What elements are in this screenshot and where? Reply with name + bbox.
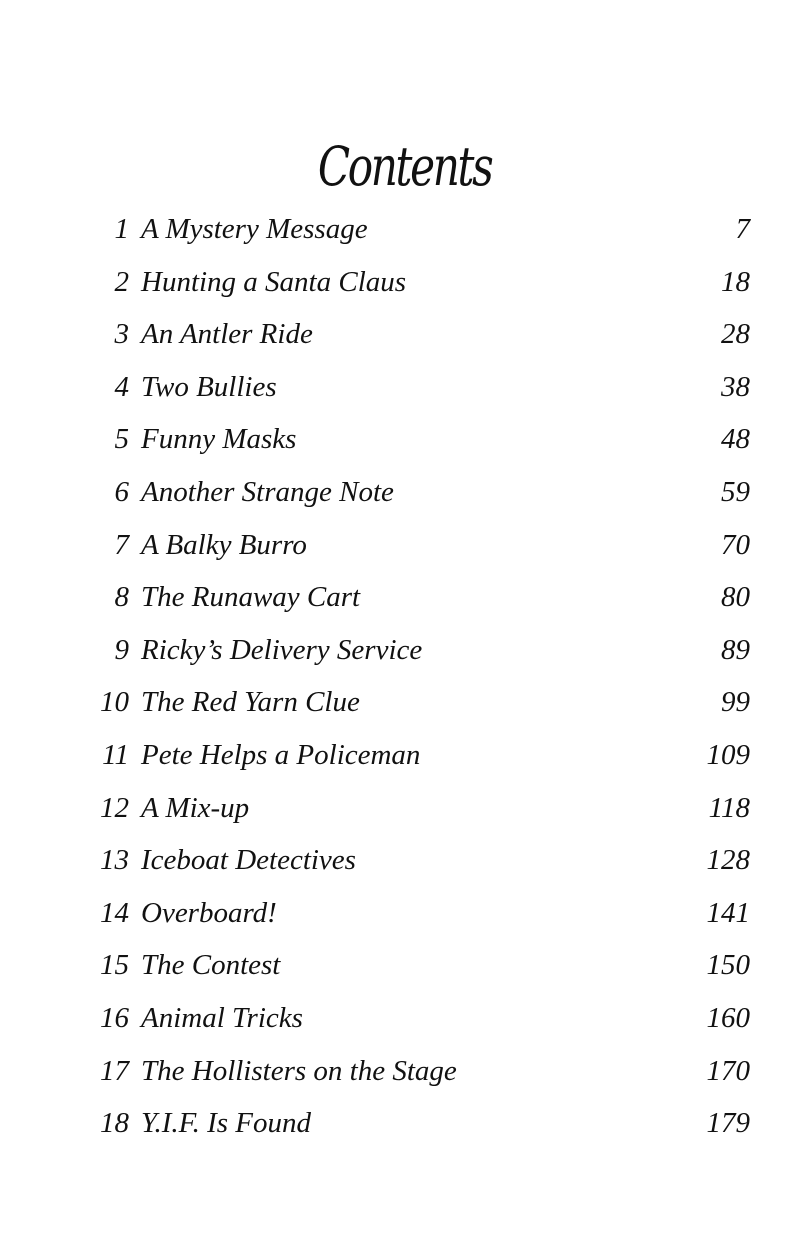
toc-entry[interactable] xyxy=(0,676,800,729)
chapter-number: 2 xyxy=(114,265,129,298)
page-number: 99 xyxy=(721,686,750,719)
page-number: 70 xyxy=(721,528,750,561)
toc-entry[interactable] xyxy=(0,887,800,940)
page-number: 160 xyxy=(706,1001,750,1034)
chapter-number: 18 xyxy=(100,1107,129,1140)
chapter-number: 9 xyxy=(114,633,129,666)
chapter-number: 15 xyxy=(100,949,129,982)
chapter-title: Another Strange Note xyxy=(141,475,394,508)
toc-entry[interactable] xyxy=(0,519,800,572)
chapter-title: A Mystery Message xyxy=(141,213,368,245)
toc-entry[interactable] xyxy=(0,571,800,624)
page-number: 179 xyxy=(706,1107,750,1140)
page-number: 48 xyxy=(721,423,750,456)
toc-entry[interactable] xyxy=(0,782,800,835)
chapter-number: 4 xyxy=(114,370,129,403)
chapter-title: The Contest xyxy=(141,949,281,982)
chapter-title: Iceboat Detectives xyxy=(141,844,356,877)
page-number: 170 xyxy=(706,1054,750,1087)
chapter-number: 12 xyxy=(100,791,129,824)
toc-entry[interactable] xyxy=(0,203,800,256)
toc-entry[interactable] xyxy=(0,308,800,361)
page-number: 89 xyxy=(721,633,750,666)
page-number: 38 xyxy=(721,370,750,403)
page-number: 141 xyxy=(706,896,750,929)
chapter-title: The Runaway Cart xyxy=(141,581,361,614)
page-number: 128 xyxy=(706,844,750,877)
chapter-title: The Hollisters on the Stage xyxy=(141,1054,457,1087)
page-number: 7 xyxy=(735,213,750,245)
toc-entry[interactable] xyxy=(0,466,800,519)
chapter-number: 17 xyxy=(100,1054,129,1087)
chapter-number: 7 xyxy=(114,528,129,561)
chapter-number: 6 xyxy=(114,475,129,508)
chapter-title: Ricky’s Delivery Service xyxy=(141,633,423,666)
chapter-number: 10 xyxy=(100,686,129,719)
chapter-title: Funny Masks xyxy=(141,423,297,456)
chapter-title: An Antler Ride xyxy=(141,318,313,351)
chapter-title: A Mix-up xyxy=(141,791,250,824)
table-of-contents xyxy=(0,203,800,1150)
chapter-title: Two Bullies xyxy=(141,370,277,403)
chapter-number: 3 xyxy=(114,318,129,351)
chapter-number: 8 xyxy=(114,581,129,614)
page-title: Contents xyxy=(317,135,492,198)
chapter-number: 1 xyxy=(114,213,129,245)
chapter-number: 11 xyxy=(102,738,129,771)
toc-entry[interactable] xyxy=(0,1097,800,1150)
chapter-number: 13 xyxy=(100,844,129,877)
page-number: 59 xyxy=(721,475,750,508)
toc-entry[interactable] xyxy=(0,413,800,466)
chapter-title: Animal Tricks xyxy=(141,1001,303,1034)
chapter-title: Y.I.F. Is Found xyxy=(141,1107,312,1140)
toc-entry[interactable] xyxy=(0,361,800,414)
page-number: 80 xyxy=(721,581,750,614)
chapter-number: 14 xyxy=(100,896,129,929)
chapter-title: The Red Yarn Clue xyxy=(141,686,360,719)
chapter-number: 5 xyxy=(114,423,129,456)
page-number: 18 xyxy=(721,265,750,298)
chapter-number: 16 xyxy=(100,1001,129,1034)
toc-entry[interactable] xyxy=(0,729,800,782)
page-number: 109 xyxy=(706,738,750,771)
toc-entry[interactable] xyxy=(0,1045,800,1098)
page-number: 150 xyxy=(706,949,750,982)
chapter-title: Hunting a Santa Claus xyxy=(141,265,407,298)
toc-entry[interactable] xyxy=(0,256,800,309)
toc-entry[interactable] xyxy=(0,992,800,1045)
page-number: 28 xyxy=(721,318,750,351)
chapter-title: A Balky Burro xyxy=(141,528,307,561)
chapter-title: Pete Helps a Policeman xyxy=(141,738,421,771)
toc-entry[interactable] xyxy=(0,834,800,887)
chapter-title: Overboard! xyxy=(141,896,277,929)
page-number: 118 xyxy=(708,791,750,824)
toc-entry[interactable] xyxy=(0,624,800,677)
toc-entry[interactable] xyxy=(0,939,800,992)
